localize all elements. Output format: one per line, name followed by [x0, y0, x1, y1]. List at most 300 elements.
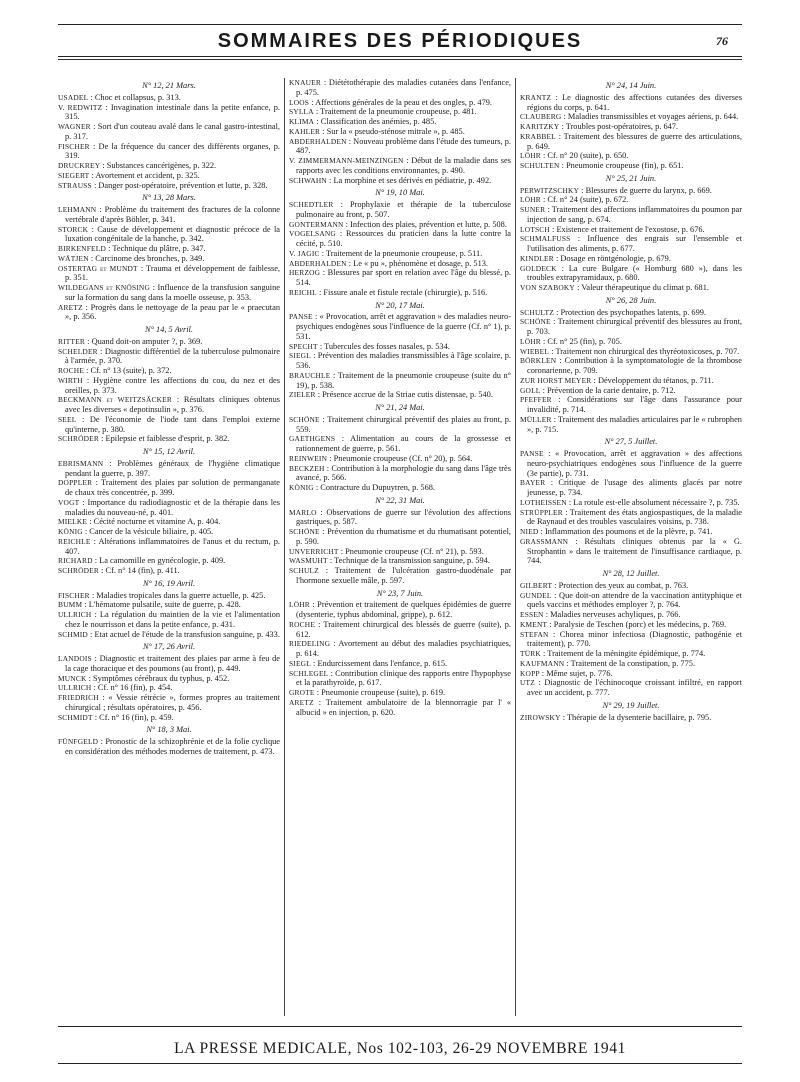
article-author: RITTER [58, 336, 86, 346]
issue-heading: N° 16, 19 Avril. [142, 578, 196, 588]
article-title: : Cf. n° 16 (fin), p. 454. [93, 683, 173, 693]
article-title: : Diagnostic différentiel de la tuberculose pulmonaire à l'armée, p. 370. [65, 346, 280, 366]
article-title: : Observations de guerre sur l'évolution des affections gastriques, p. 587. [296, 507, 511, 527]
article-title: : Thérapie de la dysenterie bacillaire, p. 795. [562, 712, 712, 722]
article-author: ARETZ [289, 697, 314, 707]
article-title: : Traitement chirurgical préventif des plaies au front, p. 559. [296, 414, 511, 434]
article-author: LEHMANN [58, 205, 97, 214]
article-author: SIEGERT [58, 170, 90, 180]
article-title: : La rotule est-elle absolument nécessaire ?, p. 735. [568, 497, 740, 507]
article-title: : Traitement chirurgical des blessés de guerre (suite), p. 612. [296, 619, 511, 639]
article-entry [289, 434, 511, 454]
article-author: SCHWAHN [289, 175, 327, 185]
article-title: : Le diagnostic des affections cutanées des diverses régions du corps, p. 641. [527, 92, 742, 112]
article-author: NIED [520, 527, 539, 536]
article-entry [58, 459, 280, 479]
article-entry [520, 659, 742, 669]
article-title: : Traitement de la pneumonie croupeuse, p. 511. [321, 248, 483, 258]
article-entry [520, 537, 742, 566]
issue-heading: N° 26, 28 Juin. [605, 295, 657, 305]
article-entry [289, 454, 511, 464]
article-entry [289, 415, 511, 435]
article-author: HERZOG [289, 268, 321, 278]
article-entry [520, 415, 742, 435]
article-entry [289, 249, 511, 259]
article-entry [289, 176, 511, 186]
issue-heading: N° 27, 5 Juillet. [604, 437, 658, 447]
article-author: ULLRICH [58, 683, 92, 693]
article-entry [520, 376, 742, 386]
article-title: : Danger post-opératoire, prévention et lutte, p. 328. [93, 180, 268, 190]
article-author: STRAUSS [58, 180, 92, 190]
article-author: REICHLE [58, 536, 91, 546]
article-author: ROCHE [289, 619, 316, 629]
article-author: STEFAN [520, 629, 549, 639]
issue-heading: N° 12, 21 Mars. [142, 81, 196, 90]
article-entry [289, 620, 511, 640]
article-title: : Cécité nocturne et vitamine A, p. 404. [89, 517, 221, 527]
article-entry [58, 395, 280, 415]
article-author: LOOS [289, 97, 310, 107]
article-title: : Quand doit-on amputer ?, p. 369. [87, 336, 203, 346]
article-title: : Que doit-on attendre de la vaccination antityphique et quels vaccins et méthodes employer ?, p. 764. [527, 590, 742, 610]
article-title: : La camomille en gynécologie, p. 409. [94, 556, 226, 566]
article-entry [289, 156, 511, 176]
article-entry [289, 464, 511, 484]
article-entry [289, 556, 511, 566]
article-entry [289, 312, 511, 341]
article-entry [520, 161, 742, 171]
article-author: V. ZIMMERMANN-MEINZINGEN [289, 156, 404, 165]
article-title: : Technique de la transmission sanguine, p. 594. [329, 556, 490, 566]
article-author: SIEGL [289, 351, 311, 361]
issue-heading: N° 15, 12 Avril. [142, 447, 196, 456]
article-title: : Maladies nerveuses achyliques, p. 766. [545, 610, 681, 619]
article-author: KAHLER [289, 126, 321, 136]
article-author: WAGNER [58, 122, 91, 131]
column-3 [520, 78, 742, 1016]
article-author: ABDERHALDEN [289, 136, 347, 146]
article-title: : Dosage en röntgénologie, p. 679. [555, 253, 671, 263]
article-title: : De l'économie de l'iode tant dans l'emploi externe qu'interne, p. 380. [65, 414, 280, 434]
article-entry [520, 713, 742, 723]
article-author: SCHLEGEL [289, 668, 329, 678]
article-title: : Contribution à la morphologie du sang dans l'âge très avancé, p. 566. [296, 463, 511, 483]
article-title: : Protection des yeux au combat, p. 763. [554, 580, 689, 590]
article-entry [520, 649, 742, 659]
article-author: FISCHER [58, 141, 90, 151]
article-author: SCHULZ [289, 566, 319, 575]
article-entry [520, 669, 742, 679]
article-entry [520, 317, 742, 337]
article-entry [520, 478, 742, 498]
article-entry [520, 264, 742, 284]
article-entry [520, 186, 742, 196]
article-title: : Traitement de la pneumonie croupeuse, p. 481. [315, 107, 477, 117]
article-title: : Cf. n° 20 (suite), p. 650. [543, 151, 629, 161]
article-author: LOTHEISSEN [520, 497, 567, 507]
article-author: RIEDELING [289, 639, 331, 649]
article-author: VOGELSANG [289, 229, 336, 239]
article-title: : Traitement des blessures de guerre des articulations, p. 649. [527, 131, 742, 151]
article-author: ABDERHALDEN [289, 258, 347, 268]
article-author: FÜNFGELD [58, 737, 99, 746]
article-author: VON SZABOKY [520, 283, 575, 292]
article-entry [58, 254, 280, 264]
article-title: : Carcinome des bronches, p. 349. [90, 253, 205, 263]
article-author: MÜLLER [520, 414, 552, 424]
article-title: : Affections générales de la peau et des ongles, p. 479. [311, 97, 493, 107]
article-title: : Choc et collapsus, p. 313. [90, 92, 181, 102]
article-entry [289, 127, 511, 137]
article-author: SEEL [58, 414, 77, 424]
article-entry [58, 264, 280, 284]
article-title: : Nouveau problème dans l'étude des tumeurs, p. 487. [296, 136, 511, 156]
article-entry [289, 669, 511, 689]
article-title: : Avortement et accident, p. 325. [91, 170, 200, 180]
article-entry [58, 283, 280, 303]
article-title: : Considérations sur l'âge dans l'assurance pour invalidité, p. 714. [527, 395, 742, 414]
article-entry [520, 386, 742, 396]
article-author: SCHMALFUSS [520, 234, 571, 244]
article-author: SCHMID [58, 629, 88, 639]
article-title: : Cf. n° 14 (fin), p. 411. [101, 566, 180, 575]
article-title: : Classification des anémies, p. 485. [316, 117, 437, 126]
article-author: WILDEGANS et KNÖSING [58, 283, 150, 292]
article-author: KMENT [520, 619, 548, 629]
article-title: : Ressources du praticien dans la lutte contre la cécité, p. 510. [296, 229, 511, 248]
article-title: : Traitement de la pneumonie croupeuse (suite du n° 19), p. 538. [296, 370, 511, 390]
article-entry [520, 151, 742, 161]
article-title: : Contracture du Dupuytren, p. 568. [315, 483, 436, 492]
article-title: : La cure Bulgare (« Homburg 680 »), dans les troubles extrapyramidaux, p. 680. [527, 263, 742, 283]
article-author: KOPP [520, 668, 540, 678]
article-entry [520, 132, 742, 152]
article-entry [58, 225, 280, 245]
article-author: REICHL [289, 287, 317, 297]
article-entry [289, 117, 511, 127]
article-title: : Epilepsie et faiblesse d'esprit, p. 382. [101, 434, 230, 444]
article-author: KINDLER [520, 253, 554, 263]
article-entry [58, 683, 280, 693]
article-author: V. JAGIC [289, 248, 320, 258]
article-author: BRAUCHLE [289, 370, 331, 380]
article-entry [520, 449, 742, 478]
article-entry [289, 268, 511, 288]
article-title: : Troubles post-opératoires, p. 647. [561, 122, 679, 131]
article-author: SIEGL [289, 658, 311, 668]
article-author: ROCHE [58, 366, 85, 375]
article-author: GONTERMANN [289, 219, 344, 229]
article-author: BECKZEH [289, 463, 325, 473]
article-entry [58, 654, 280, 674]
article-author: LOTSCH [520, 224, 550, 234]
article-title: : Présence accrue de la Striae cutis distensae, p. 540. [317, 390, 493, 400]
article-title: : « Provocation, arrêt et aggravation » des affections neuro-psychiatriques endogènes sous l'influence de la guerre (3e partie), p. 731. [527, 449, 742, 478]
article-entry [520, 122, 742, 132]
article-entry [58, 205, 280, 225]
article-title: : Cf. n° 25 (fin), p. 705. [543, 336, 622, 346]
article-entry [58, 303, 280, 323]
article-entry [520, 630, 742, 650]
footer-rule-bottom [58, 1063, 742, 1064]
issue-heading: N° 20, 17 Mai. [375, 300, 425, 310]
article-author: ZIROWSKY [520, 712, 561, 722]
article-author: SCHULTZ [520, 307, 554, 317]
column-2 [289, 78, 511, 1016]
article-title: : Inflammation des poumons et de la plèvre, p. 741. [540, 527, 713, 536]
footer: LA PRESSE MEDICALE, Nos 102-103, 26-29 NOVEMBRE 1941 [174, 1040, 626, 1057]
article-author: RICHARD [58, 556, 93, 566]
article-title: : La morphine et ses dérivés en pédiatrie, p. 492. [329, 175, 492, 185]
article-author: ESSEN [520, 610, 544, 619]
article-entry [289, 229, 511, 249]
article-title: : Chorea minor infectiosa (Diagnostic, pathogénie et traitement), p. 770. [527, 629, 742, 649]
column-divider [515, 78, 516, 1016]
article-title: : Prévention du rhumatisme et du rhumatisant potentiel, p. 590. [296, 527, 511, 546]
article-entry [289, 566, 511, 586]
article-author: UTZ [520, 678, 535, 688]
article-title: : Prévention et traitement de quelques épidémies de guerre (dysenterie, typhus abdominal, grippe), p. 612. [296, 600, 511, 619]
article-title: : Traitement des affections inflammatoires du poumon par injection de sang, p. 674. [527, 205, 742, 224]
summary-columns [58, 78, 742, 1016]
article-title: : La régulation du maintien de la vie et l'alimentation chez le nourrisson et dans la petite enfance, p. 431. [65, 610, 280, 629]
article-author: KLIMA [289, 117, 315, 126]
article-entry [289, 78, 511, 98]
article-author: FISCHER [58, 590, 90, 600]
article-entry [58, 244, 280, 254]
article-author: GUNDEL [520, 590, 552, 600]
article-title: : Valeur thérapeutique du climat p. 681. [577, 283, 709, 292]
article-author: WIEBEL [520, 346, 550, 356]
article-entry [289, 483, 511, 493]
issue-heading: N° 18, 3 Mai. [146, 725, 192, 735]
article-entry [58, 517, 280, 527]
column-divider [284, 78, 285, 1016]
article-entry [58, 415, 280, 435]
article-title: : Traitement de la méningite épidémique, p. 774. [543, 649, 706, 658]
article-author: SCHÖNE [289, 414, 320, 424]
article-title: : Altérations inflammatoires de l'anus et du rectum, p. 407. [65, 536, 280, 556]
article-title: : Traitement des plaies par solution de permanganate de chaux très concentrée, p. 399. [65, 478, 280, 497]
column-1 [58, 78, 280, 1016]
article-author: PERWITZSCHKY [520, 185, 580, 195]
article-author: WÄTJEN [58, 253, 89, 263]
article-entry [520, 308, 742, 318]
article-title: : Problème du traitement des fractures de la colonne vertébrale d'après Böhler, p. 341. [65, 205, 280, 224]
issue-heading: N° 13, 28 Mars. [142, 193, 196, 203]
article-entry [58, 122, 280, 142]
article-entry [58, 693, 280, 713]
article-title: : Diagnostic et traitement des plaies par arme à feu de la cage thoracique et des poumons (au front), p. 449. [65, 654, 280, 673]
article-title: : Traitement de l'ulcération gastro-duodénale par l'hormone sexuelle mâle, p. 597. [296, 566, 511, 585]
article-author: LÖHR [520, 151, 541, 161]
article-author: STORCK [58, 224, 89, 234]
article-title: : Diagnostic de l'échinocoque croissant infiltré, en rapport avec un accident, p. 777. [527, 678, 742, 697]
article-title: : Diététothérapie des maladies cutanées dans l'enfance, p. 475. [296, 78, 511, 97]
article-entry [289, 98, 511, 108]
article-title: : Symptômes cérébraux du typhus, p. 452. [88, 673, 230, 683]
article-title: : Prévention de la carie dentaire, p. 712. [542, 385, 676, 395]
article-author: SCHRÖDER [58, 566, 100, 575]
article-entry [520, 112, 742, 122]
article-entry [58, 610, 280, 630]
article-title: : Alimentation au cours de la grossesse et rationnement de guerre, p. 561. [296, 434, 511, 453]
article-author: ARETZ [58, 302, 83, 312]
footer-rule-top [58, 1026, 742, 1027]
article-entry [520, 356, 742, 376]
article-author: SYLLA [289, 107, 314, 117]
article-title: : De la fréquence du cancer des différents organes, p. 319. [65, 141, 280, 161]
article-entry [520, 283, 742, 293]
article-entry [58, 674, 280, 684]
article-title: : Maladies tropicales dans la guerre actuelle, p. 425. [91, 590, 266, 600]
article-title: : « Provocation, arrêt et aggravation » des maladies neuro-psychiques endogènes sous l'influence de la guerre (Cf. n° 1), p. 531. [296, 312, 511, 341]
article-entry [58, 713, 280, 723]
article-author: GILBERT [520, 580, 553, 590]
article-author: PANSE [289, 312, 313, 322]
article-title: : Influence des engrais sur l'ensemble et l'utilisation des aliments, p. 677. [527, 234, 742, 253]
article-title: : Etat actuel de l'étude de la transfusion sanguine, p. 433. [90, 629, 280, 639]
article-entry [520, 225, 742, 235]
article-title: : Cancer de la vésicule biliaire, p. 405. [84, 527, 214, 536]
article-author: LÖHR [289, 600, 310, 610]
article-entry [58, 376, 280, 396]
article-title: : Maladies transmissibles et voyages aériens, p. 644. [563, 112, 739, 122]
article-author: KNAUER [289, 78, 321, 87]
article-title: : Traitement des états angiospastiques, de la maladie de Raynaud et des troubles vasculaires voisins, p. 738. [527, 507, 742, 527]
article-entry [58, 171, 280, 181]
article-author: LÖHR [520, 336, 541, 346]
article-entry [58, 527, 280, 537]
article-entry [520, 93, 742, 113]
article-title: : Développement du tétanos, p. 711. [593, 375, 714, 385]
article-entry [520, 581, 742, 591]
article-entry [289, 288, 511, 298]
article-title: : L'hématome pulsatile, suite de guerre, p. 428. [84, 600, 241, 610]
article-entry [520, 678, 742, 698]
article-title: : Technique du plâtre, p. 347. [108, 244, 206, 253]
issue-heading: N° 28, 12 Juillet. [602, 569, 660, 578]
article-title: : Tubercules des fosses nasales, p. 534. [319, 341, 450, 351]
article-entry [520, 498, 742, 508]
article-title: : Le « pu », phénomène et dosage, p. 513. [348, 258, 488, 268]
article-entry [289, 371, 511, 391]
article-author: SUNER [520, 205, 546, 214]
article-author: BAYER [520, 478, 546, 488]
article-entry [520, 508, 742, 528]
article-author: SPECHT [289, 341, 318, 351]
article-author: MIELKE [58, 517, 88, 527]
issue-heading: N° 22, 31 Mai. [375, 495, 425, 505]
article-title: : Substances cancérigènes, p. 322. [102, 161, 217, 170]
article-author: MUNCK [58, 673, 87, 683]
article-author: SCHULTEN [520, 161, 560, 170]
article-author: VOGT [58, 497, 80, 507]
article-author: TÜRK [520, 649, 541, 658]
article-author: EBRISMANN [58, 458, 104, 468]
article-entry [58, 600, 280, 610]
article-entry [58, 366, 280, 376]
article-author: LANDOIS [58, 654, 92, 663]
article-title: : Blessures de guerre du larynx, p. 669. [581, 185, 712, 195]
article-entry [520, 527, 742, 537]
article-entry [520, 234, 742, 254]
article-author: SCHÖNE [289, 527, 320, 536]
article-entry [58, 103, 280, 123]
article-title: : Pneumonie croupeuse (Cf. n° 20), p. 564. [329, 453, 473, 463]
article-author: BUMM [58, 600, 83, 610]
article-author: ZIELER [289, 390, 316, 400]
article-entry [520, 205, 742, 225]
article-author: WIRTH [58, 375, 83, 385]
issue-heading: N° 19, 10 Mai. [375, 188, 425, 198]
article-entry [58, 347, 280, 367]
article-author: STRÜPPLER [520, 507, 563, 517]
issue-heading: N° 17, 26 Avril. [142, 642, 196, 652]
issue-heading: N° 24, 14 Juin. [605, 81, 657, 90]
article-author: WASMUHT [289, 556, 328, 566]
article-entry [58, 556, 280, 566]
header-rule-bottom [58, 56, 742, 57]
article-author: BECKMANN et WEITZSÄCKER [58, 395, 173, 405]
article-title: : Pneumonie croupeuse (suite), p. 619. [316, 688, 446, 697]
article-title: : Endurcissement dans l'enfance, p. 615. [313, 658, 448, 668]
issue-heading: N° 21, 24 Mai. [375, 403, 425, 412]
article-title: : Traitement ambulatoire de la blennorragie par l' « albucid » en injection, p. 620. [296, 697, 511, 717]
article-entry [289, 527, 511, 547]
article-entry [289, 600, 511, 620]
article-entry [520, 195, 742, 205]
article-author: BIRKENFELD [58, 244, 106, 253]
header-rule-top [58, 24, 742, 25]
article-title: : Traitement chirurgical préventif des blessures au front, p. 703. [527, 317, 742, 336]
article-entry [58, 337, 280, 347]
article-title: : Pneumonie croupeuse (Cf. n° 21), p. 593. [340, 546, 484, 556]
article-author: LÖHR [520, 195, 541, 205]
article-entry [289, 639, 511, 659]
article-entry [58, 591, 280, 601]
article-title: : Fissure anale et fistule rectale (chirurgie), p. 516. [318, 287, 488, 297]
article-title: : Hygiène contre les affections du cou, du nez et des oreilles, p. 373. [65, 375, 280, 395]
article-title: : Pronostic de la schizophrénie et de la folie cyclique en considération des méthodes modernes de traitement, p. 473. [65, 737, 280, 756]
page-title: SOMMAIRES DES PÉRIODIQUES [217, 30, 583, 52]
article-entry [520, 620, 742, 630]
article-title: : Contribution clinique des rapports entre l'hypophyse et la parathyroïde, p. 617. [296, 668, 511, 688]
article-entry [58, 498, 280, 518]
article-author: ZUR HORST MEYER [520, 375, 592, 385]
article-entry [520, 347, 742, 357]
article-entry [520, 337, 742, 347]
article-entry [289, 698, 511, 718]
article-title: : Blessures par sport en relation avec l'âge du blessé, p. 514. [296, 268, 511, 287]
article-entry [520, 254, 742, 264]
article-title: : Existence et traitement de l'exostose, p. 676. [552, 224, 705, 234]
article-entry [289, 137, 511, 157]
article-author: SCHEDTLER [289, 200, 334, 209]
article-entry [58, 630, 280, 640]
article-entry [520, 395, 742, 415]
article-author: KRABBEL [520, 131, 556, 141]
article-author: DOPPLER [58, 478, 93, 488]
article-title: : Invagination intestinale dans la petite enfance, p. 315. [65, 102, 280, 122]
article-title: : Début de la maladie dans ses rapports avec les conditions environnantes, p. 490. [296, 156, 511, 175]
article-author: SCHÖNE [520, 317, 551, 327]
article-title: : Pneumonie croupeuse (fin), p. 651. [561, 161, 684, 170]
article-entry [58, 142, 280, 162]
article-entry [289, 107, 511, 117]
article-title: : Cause de développement et diagnostic précoce de la luxation congénitale de la hanche, p. 342. [65, 224, 280, 244]
